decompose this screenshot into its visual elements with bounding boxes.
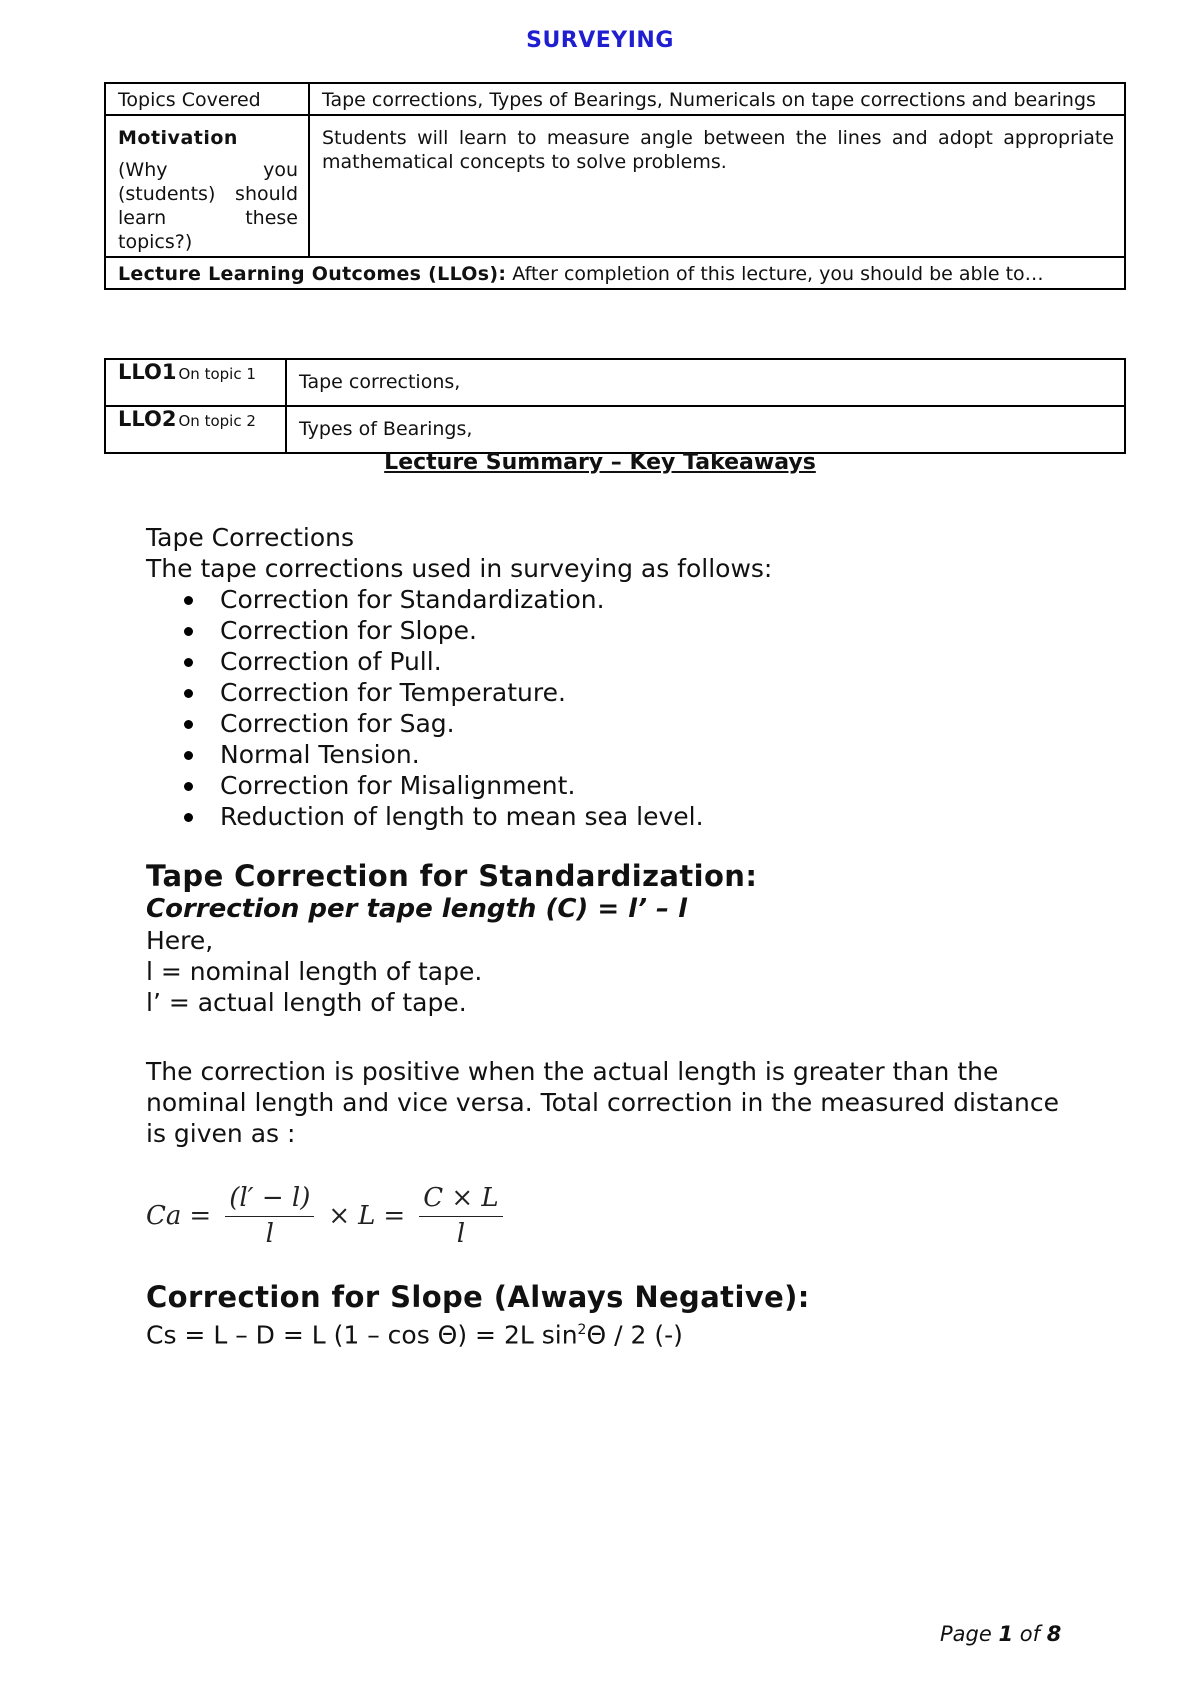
eq-denominator-1: l	[265, 1218, 274, 1249]
llo-table	[104, 358, 1126, 454]
document-title: SURVEYING	[526, 28, 674, 53]
motivation-cell	[105, 115, 309, 257]
motivation-row	[105, 115, 1125, 257]
eq-numerator-2: C × L	[419, 1183, 502, 1217]
topics-covered-label: Topics Covered	[105, 83, 309, 115]
summary-title: Lecture Summary – Key Takeaways	[384, 450, 816, 475]
tape-corrections-intro: The tape corrections used in surveying as follows:	[146, 554, 773, 583]
eq-fraction-2	[419, 1183, 502, 1250]
list-item: Correction of Pull.	[146, 646, 1076, 677]
topics-row	[105, 83, 1125, 115]
list-item: Normal Tension.	[146, 739, 1076, 770]
tape-corrections-heading: Tape Corrections	[146, 523, 355, 552]
llo-text-2: Types of Bearings,	[286, 406, 1125, 453]
list-item: Reduction of length to mean sea level.	[146, 801, 1076, 832]
slope-formula-sup: 2	[577, 1322, 587, 1338]
eq-denominator-2: l	[456, 1218, 466, 1249]
llo-heading-row	[105, 257, 1125, 289]
topics-table	[104, 82, 1126, 290]
of-word: of	[1019, 1622, 1041, 1646]
llo-code-cell-2	[105, 406, 286, 453]
definition-nominal: l = nominal length of tape.	[146, 957, 483, 986]
llo-text-1: Tape corrections,	[286, 359, 1125, 406]
llo-sub-2: On topic 2	[178, 412, 256, 430]
definition-actual: l’ = actual length of tape.	[146, 988, 467, 1017]
main-content	[146, 522, 1076, 1350]
motivation-subtitle: (Why you (students) should learn these topics?)	[118, 159, 298, 253]
page-footer	[940, 1622, 1061, 1646]
corrections-list	[146, 584, 1076, 832]
standardization-paragraph: The correction is positive when the actual length is greater than the nominal length and vice versa. Total correction in the measured distance is given as :	[146, 1057, 1060, 1148]
slope-heading: Correction for Slope (Always Negative):	[146, 1280, 810, 1314]
llo-heading: Lecture Learning Outcomes (LLOs):	[118, 263, 507, 285]
total-correction-equation	[146, 1183, 1076, 1249]
llo-code-2: LLO2	[118, 407, 177, 431]
eq-numerator-1: (l′ − l)	[225, 1183, 314, 1217]
page-total: 8	[1046, 1622, 1062, 1646]
llo-code-cell-1	[105, 359, 286, 406]
list-item: Correction for Slope.	[146, 615, 1076, 646]
eq-equals-1: =	[189, 1200, 212, 1231]
here-label: Here,	[146, 926, 214, 955]
page-number: 1	[998, 1622, 1014, 1646]
list-item: Correction for Sag.	[146, 708, 1076, 739]
llo-row-2	[105, 406, 1125, 453]
slope-formula-main: Cs = L – D = L (1 – cos Θ) = 2L sin	[146, 1320, 578, 1350]
eq-mid: L	[358, 1200, 376, 1231]
list-item: Correction for Temperature.	[146, 677, 1076, 708]
slope-formula	[146, 1315, 1076, 1350]
standardization-heading: Tape Correction for Standardization:	[146, 859, 758, 893]
llo-code-1: LLO1	[118, 360, 177, 384]
list-item: Correction for Misalignment.	[146, 770, 1076, 801]
motivation-label: Motivation	[118, 127, 238, 149]
slope-formula-end: Θ / 2 (-)	[586, 1320, 683, 1350]
eq-lhs: Ca	[146, 1200, 182, 1231]
standardization-formula: Correction per tape length (C) = l’ – l	[146, 894, 687, 924]
topics-covered-value: Tape corrections, Types of Bearings, Numericals on tape corrections and bearings	[309, 83, 1125, 115]
eq-equals-2: =	[383, 1200, 406, 1231]
eq-fraction-1	[225, 1183, 314, 1250]
motivation-value	[309, 115, 1125, 257]
eq-times: ×	[328, 1200, 351, 1231]
list-item: Correction for Standardization.	[146, 584, 1076, 615]
llo-heading-cell	[105, 257, 1125, 289]
page-word: Page	[940, 1622, 992, 1646]
llo-row-1	[105, 359, 1125, 406]
llo-sub-1: On topic 1	[178, 365, 256, 383]
llo-intro: After completion of this lecture, you should be able to…	[512, 263, 1044, 285]
motivation-text: Students will learn to measure angle between the lines and adopt appropriate mathematical concepts to solve problems.	[322, 127, 1114, 173]
